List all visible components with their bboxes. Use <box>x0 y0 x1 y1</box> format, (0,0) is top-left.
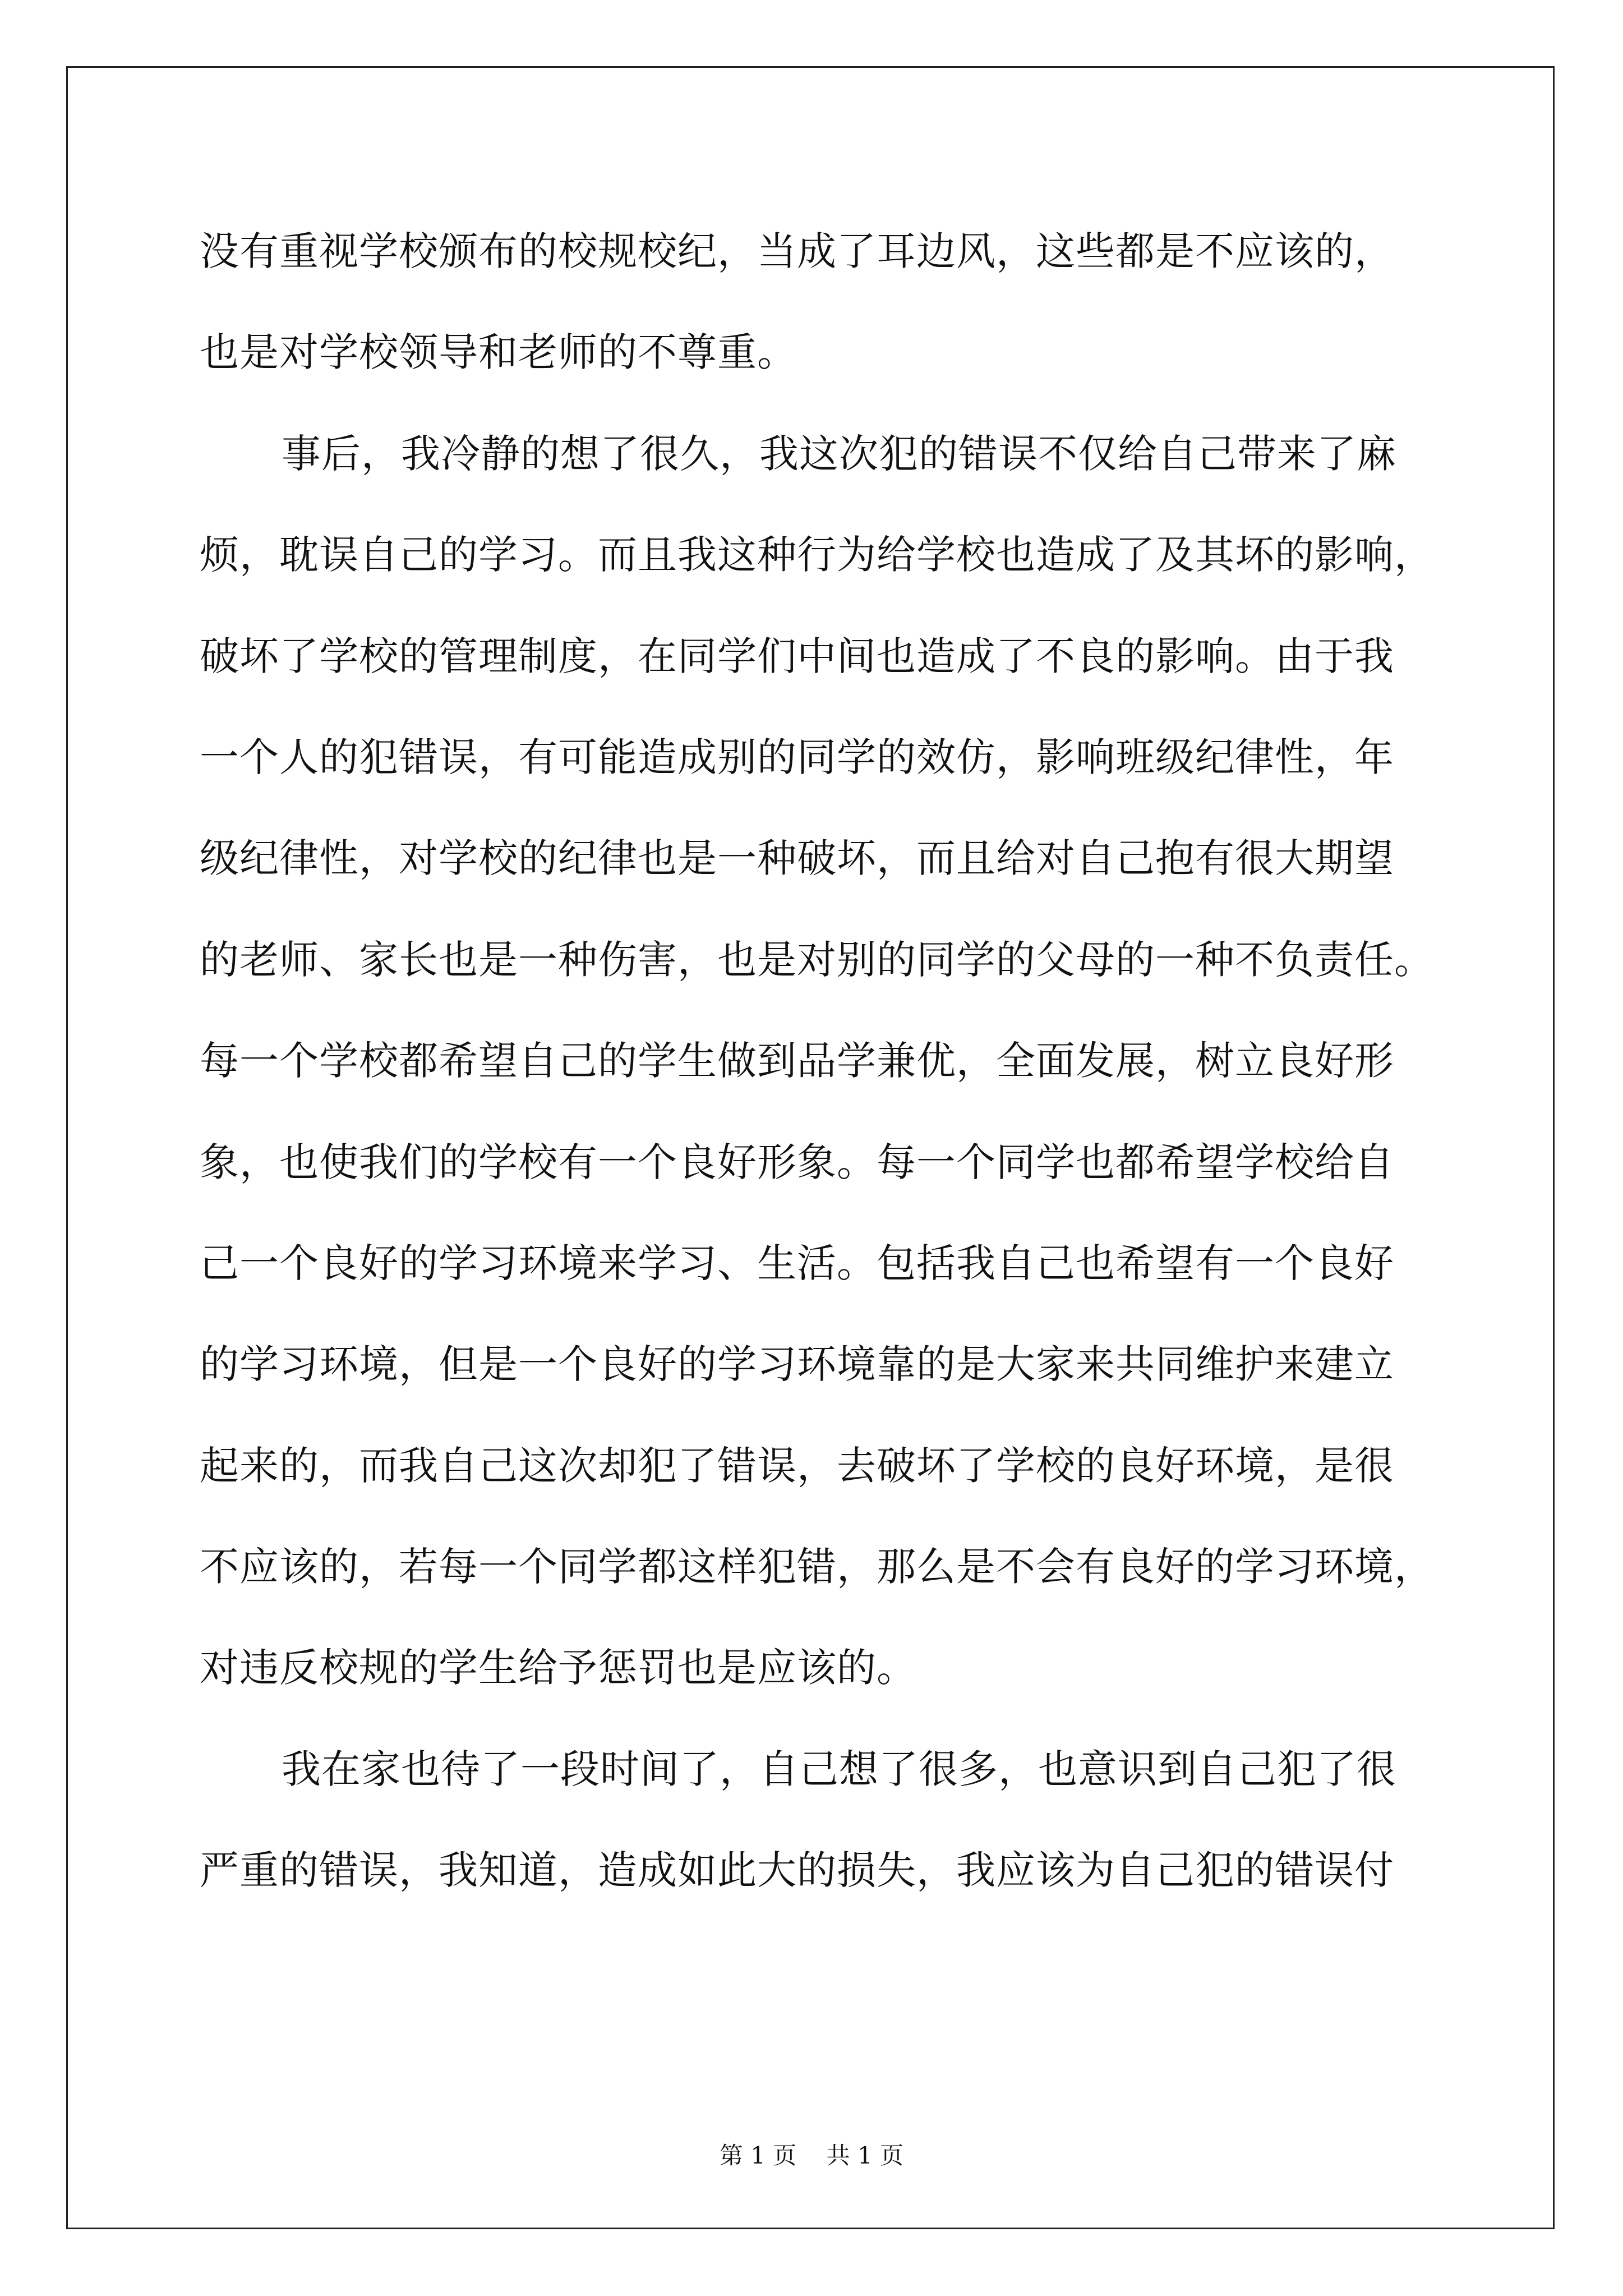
text-line: 的学习环境，但是一个良好的学习环境靠的是大家来共同维护来建立 <box>200 1341 1394 1388</box>
text-line: 每一个学校都希望自己的学生做到品学兼优，全面发展，树立良好形 <box>200 1038 1394 1084</box>
paragraph-start-line: 事后，我冷静的想了很久，我这次犯的错误不仅给自己带来了麻 <box>282 430 1396 477</box>
text-line: 级纪律性，对学校的纪律也是一种破坏，而且给对自己抱有很大期望 <box>200 835 1394 882</box>
text-line: 严重的错误，我知道，造成如此大的损失，我应该为自己犯的错误付 <box>200 1847 1394 1894</box>
text-line: 破坏了学校的管理制度，在同学们中间也造成了不良的影响。由于我 <box>200 633 1394 679</box>
text-line: 己一个良好的学习环境来学习、生活。包括我自己也希望有一个良好 <box>200 1240 1394 1286</box>
page-footer <box>0 2137 1623 2171</box>
text-line: 对违反校规的学生给予惩罚也是应该的。 <box>200 1645 916 1691</box>
text-line: 烦，耽误自己的学习。而且我这种行为给学校也造成了及其坏的影响， <box>200 532 1434 578</box>
text-line: 也是对学校领导和老师的不尊重。 <box>200 329 797 376</box>
text-line: 象，也使我们的学校有一个良好形象。每一个同学也都希望学校给自 <box>200 1139 1394 1185</box>
text-line: 起来的，而我自己这次却犯了错误，去破坏了学校的良好环境，是很 <box>200 1442 1394 1489</box>
page-number: 第 1 页 <box>719 2142 797 2169</box>
text-line: 一个人的犯错误，有可能造成别的同学的效仿，影响班级纪律性，年 <box>200 734 1394 780</box>
text-line: 没有重视学校颁布的校规校纪，当成了耳边风，这些都是不应该的， <box>200 228 1394 274</box>
document-body <box>200 201 1433 1921</box>
text-line: 的老师、家长也是一种伤害，也是对别的同学的父母的一种不负责任。 <box>200 936 1434 983</box>
page-total: 共 1 页 <box>826 2142 904 2169</box>
text-line: 不应该的，若每一个同学都这样犯错，那么是不会有良好的学习环境， <box>200 1544 1434 1590</box>
paragraph-start-line: 我在家也待了一段时间了，自己想了很多，也意识到自己犯了很 <box>282 1746 1396 1792</box>
